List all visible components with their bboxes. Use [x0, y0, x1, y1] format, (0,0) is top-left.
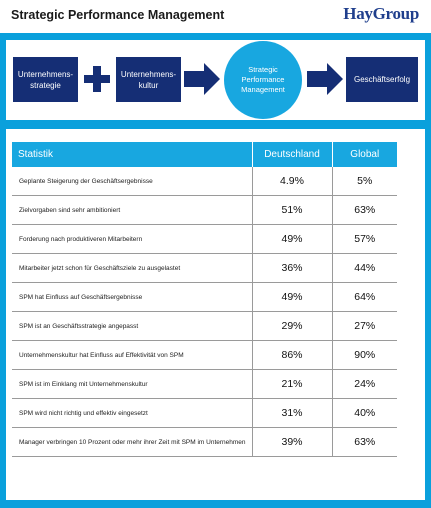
- flow-box-culture-label: Unternehmens- kultur: [120, 69, 177, 90]
- value-deutschland: 36%: [252, 254, 332, 283]
- flow-box-culture: [116, 57, 181, 102]
- value-global: 5%: [332, 167, 397, 196]
- value-deutschland: 39%: [252, 428, 332, 457]
- table-row: [12, 399, 397, 428]
- value-deutschland: 21%: [252, 370, 332, 399]
- flow-box-strategy-label: Unternehmens- strategie: [17, 69, 74, 90]
- arrow-right-icon: [307, 63, 343, 95]
- page-title: Strategic Performance Management: [11, 8, 225, 22]
- plus-icon: [84, 66, 110, 92]
- table-row: [12, 225, 397, 254]
- table-row: [12, 283, 397, 312]
- column-header-global: Global: [332, 142, 397, 167]
- row-label: Unternehmenskultur hat Einfluss auf Effektivität von SPM: [12, 341, 252, 370]
- column-header-deutschland: Deutschland: [252, 142, 332, 167]
- flow-diagram: [6, 40, 425, 120]
- table-row: [12, 370, 397, 399]
- value-deutschland: 49%: [252, 283, 332, 312]
- flow-box-strategy: [13, 57, 78, 102]
- value-global: 90%: [332, 341, 397, 370]
- flow-box-success: [346, 57, 418, 102]
- value-deutschland: 4.9%: [252, 167, 332, 196]
- row-label: SPM wird nicht richtig und effektiv eingesetzt: [12, 399, 252, 428]
- table-header-row: [12, 142, 397, 167]
- table-row: [12, 428, 397, 457]
- statistics-table: [12, 142, 397, 457]
- arrow-right-icon: [184, 63, 220, 95]
- value-global: 40%: [332, 399, 397, 428]
- haygroup-logo: HayGroup: [343, 4, 419, 23]
- row-label: Geplante Steigerung der Geschäftsergebnisse: [12, 167, 252, 196]
- value-deutschland: 31%: [252, 399, 332, 428]
- value-global: 27%: [332, 312, 397, 341]
- value-global: 24%: [332, 370, 397, 399]
- value-global: 57%: [332, 225, 397, 254]
- value-global: 63%: [332, 428, 397, 457]
- table-row: [12, 196, 397, 225]
- table-row: [12, 341, 397, 370]
- table-body: [12, 167, 397, 457]
- value-global: 63%: [332, 196, 397, 225]
- value-deutschland: 86%: [252, 341, 332, 370]
- row-label: SPM ist im Einklang mit Unternehmenskultur: [12, 370, 252, 399]
- table-row: [12, 167, 397, 196]
- row-label: Forderung nach produktiveren Mitarbeitern: [12, 225, 252, 254]
- flow-circle-spm: [224, 41, 302, 119]
- table-row: [12, 312, 397, 341]
- value-global: 64%: [332, 283, 397, 312]
- flow-circle-spm-label: Strategic Performance Management: [241, 65, 285, 94]
- row-label: Mitarbeiter jetzt schon für Geschäftsziele zu ausgelastet: [12, 254, 252, 283]
- value-deutschland: 51%: [252, 196, 332, 225]
- value-deutschland: 29%: [252, 312, 332, 341]
- statistics-panel: [6, 129, 425, 500]
- row-label: SPM hat Einfluss auf Geschäftsergebnisse: [12, 283, 252, 312]
- column-header-statistik: Statistik: [12, 142, 252, 167]
- row-label: Manager verbringen 10 Prozent oder mehr ihrer Zeit mit SPM im Unternehmen: [12, 428, 252, 457]
- row-label: SPM ist an Geschäftsstrategie angepasst: [12, 312, 252, 341]
- table-row: [12, 254, 397, 283]
- value-deutschland: 49%: [252, 225, 332, 254]
- value-global: 44%: [332, 254, 397, 283]
- flow-box-success-label: Geschäftserfolg: [353, 75, 411, 84]
- row-label: Zielvorgaben sind sehr ambitioniert: [12, 196, 252, 225]
